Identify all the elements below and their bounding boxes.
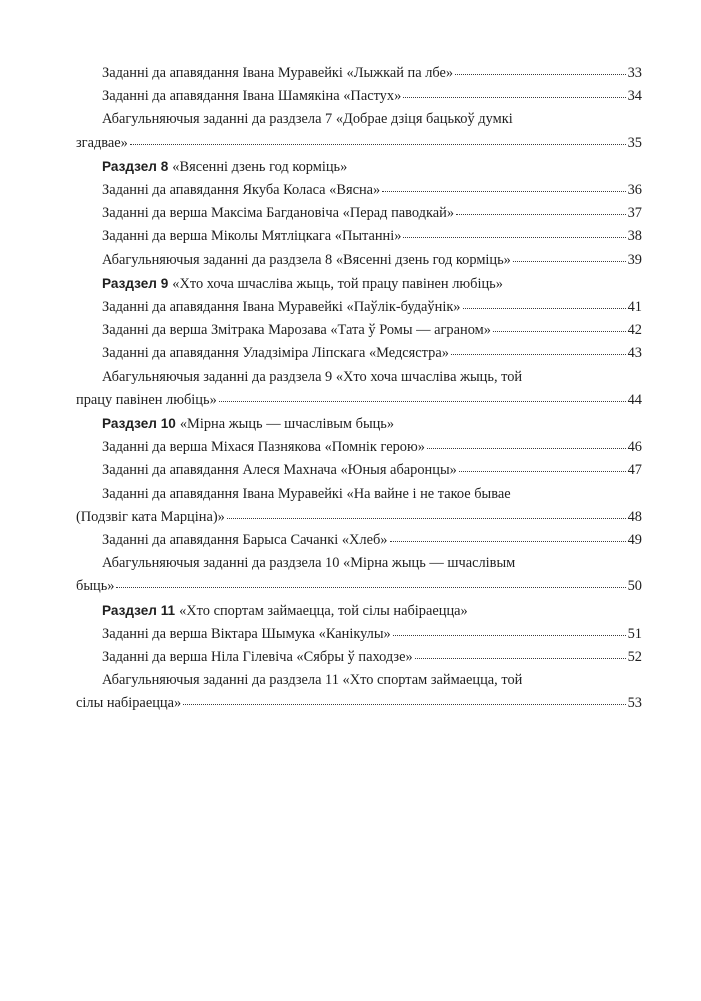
toc-page-number: 39	[627, 251, 642, 268]
dot-leader	[116, 576, 625, 590]
toc-entry[interactable]	[102, 436, 642, 459]
table-of-contents	[76, 62, 642, 716]
section-label: Раздзел 10	[102, 416, 176, 432]
toc-page-number: 47	[627, 462, 642, 479]
toc-entry-title-line2: сілы набіраецца»	[76, 695, 182, 712]
toc-entry[interactable]	[102, 225, 642, 248]
toc-entry[interactable]	[76, 366, 642, 412]
dot-leader	[463, 297, 626, 311]
toc-entry-title-line1: Абагульняючыя заданні да раздзела 7 «Добрае дзіця бацькоў думкі	[102, 111, 513, 128]
toc-entry[interactable]	[102, 459, 642, 482]
toc-entry[interactable]	[102, 646, 642, 669]
toc-page-number: 35	[627, 134, 642, 151]
toc-page-number: 52	[627, 649, 642, 666]
section-label: Раздзел 11	[102, 602, 176, 618]
toc-entry-line2	[76, 506, 642, 529]
dot-leader	[130, 132, 626, 146]
dot-leader	[493, 320, 626, 334]
toc-page-number: 42	[627, 322, 642, 339]
section-title: «Вясенні дзень год корміць»	[172, 158, 348, 175]
toc-page-number: 43	[627, 345, 642, 362]
toc-page-number: 44	[627, 391, 642, 408]
toc-entry[interactable]	[102, 529, 642, 552]
dot-leader	[393, 623, 626, 637]
toc-entry-title: Заданні да апавядання Івана Муравейкі «Паўлік-будаўнік»	[102, 299, 461, 316]
section-heading	[102, 155, 642, 179]
toc-entry[interactable]	[76, 552, 642, 598]
dot-leader	[403, 226, 625, 240]
toc-entry-title-line2: быць»	[76, 578, 115, 595]
toc-page-number: 49	[627, 532, 642, 549]
dot-leader	[227, 506, 626, 520]
dot-leader	[183, 693, 625, 707]
toc-page-number: 50	[627, 578, 642, 595]
dot-leader	[456, 203, 626, 217]
toc-entry-title: Заданні да верша Міколы Мятліцкага «Пытанні»	[102, 228, 402, 245]
dot-leader	[455, 63, 625, 77]
section-heading	[102, 599, 642, 623]
toc-entry-title: Заданні да апавядання Івана Шамякіна «Пастух»	[102, 88, 402, 105]
toc-entry[interactable]	[76, 669, 642, 715]
section-title: «Хто спортам займаецца, той сілы набіраецца»	[179, 602, 468, 619]
toc-entry-line2	[76, 389, 642, 412]
toc-entry-title: Заданні да верша Ніла Гілевіча «Сябры ў паходзе»	[102, 649, 413, 666]
toc-entry-title-line1: Абагульняючыя заданні да раздзела 9 «Хто хоча шчаслівa жыць, той	[102, 368, 523, 385]
toc-entry-title-line1: Абагульняючыя заданні да раздзела 10 «Мірна жыць — шчаслівым	[102, 555, 516, 572]
toc-entry-title-line2: (Подзвіг ката Марціна)»	[76, 508, 225, 525]
toc-page-number: 46	[627, 439, 642, 456]
toc-page-number: 51	[627, 625, 642, 642]
dot-leader	[451, 343, 626, 357]
toc-entry-title: Заданні да апавядання Івана Муравейкі «Лыжкай па лбе»	[102, 65, 454, 81]
toc-entry[interactable]	[102, 179, 642, 202]
toc-entry-title-line1: Абагульняючыя заданні да раздзела 11 «Хто спортам займаецца, той	[102, 672, 523, 689]
toc-page-number: 53	[627, 695, 642, 712]
section-title: «Мірна жыць — шчаслівым быць»	[179, 416, 395, 433]
toc-page-number: 41	[627, 299, 642, 316]
toc-entry-title: Заданні да верша Міхася Пазнякова «Помнік герою»	[102, 439, 425, 456]
toc-entry[interactable]	[102, 249, 642, 272]
dot-leader	[390, 530, 626, 544]
toc-entry-title: Заданні да верша Змітрака Марозава «Тата ў Ромы — аграном»	[102, 322, 491, 339]
dot-leader	[427, 437, 626, 451]
section-heading	[102, 272, 642, 296]
toc-page-number: 48	[627, 508, 642, 525]
dot-leader	[382, 180, 625, 194]
dot-leader	[219, 389, 626, 403]
toc-entry-line2	[76, 575, 642, 598]
section-title: «Хто хоча шчаслівa жыць, той працу павінен любіць»	[172, 275, 503, 292]
toc-entry-title: Заданні да верша Максіма Багдановіча «Перад паводкай»	[102, 205, 455, 222]
toc-entry-title: Заданні да апавядання Уладзіміра Ліпскага «Медсястра»	[102, 345, 449, 362]
toc-entry-title-line2: згадвае»	[76, 134, 128, 151]
toc-entry[interactable]	[76, 483, 642, 529]
toc-entry-title: Заданні да апавядання Барыса Сачанкі «Хлеб»	[102, 532, 388, 549]
toc-entry[interactable]	[76, 108, 642, 154]
dot-leader	[513, 249, 626, 263]
toc-entry-title: Абагульняючыя заданні да раздзела 8 «Вясенні дзень год корміць»	[102, 251, 511, 268]
toc-entry[interactable]	[102, 202, 642, 225]
toc-entry[interactable]	[102, 623, 642, 646]
toc-page-number: 34	[627, 88, 642, 105]
toc-entry-line2	[76, 132, 642, 155]
dot-leader	[415, 647, 626, 661]
toc-entry-title: Заданні да апавядання Якуба Коласа «Вясна»	[102, 182, 381, 199]
dot-leader	[459, 460, 626, 474]
toc-page-number: 38	[627, 228, 642, 245]
toc-entry[interactable]	[102, 319, 642, 342]
toc-entry-title-line2: працу павінен любіць»	[76, 391, 217, 408]
toc-entry[interactable]	[102, 62, 642, 85]
toc-entry-title-line1: Заданні да апавядання Івана Муравейкі «На вайне і не такое бывае	[102, 485, 511, 502]
section-label: Раздзел 8	[102, 158, 169, 174]
toc-page-number: 33	[627, 65, 642, 81]
section-heading	[102, 412, 642, 436]
toc-entry[interactable]	[102, 342, 642, 365]
dot-leader	[403, 86, 625, 100]
toc-page-number: 37	[627, 205, 642, 222]
toc-entry[interactable]	[102, 85, 642, 108]
toc-page-number: 36	[627, 182, 642, 199]
toc-entry-title: Заданні да верша Віктара Шымука «Канікулы»	[102, 625, 391, 642]
toc-entry-title: Заданні да апавядання Алеся Махнача «Юныя абаронцы»	[102, 462, 457, 479]
section-label: Раздзел 9	[102, 275, 169, 291]
toc-entry[interactable]	[102, 296, 642, 319]
toc-entry-line2	[76, 692, 642, 715]
